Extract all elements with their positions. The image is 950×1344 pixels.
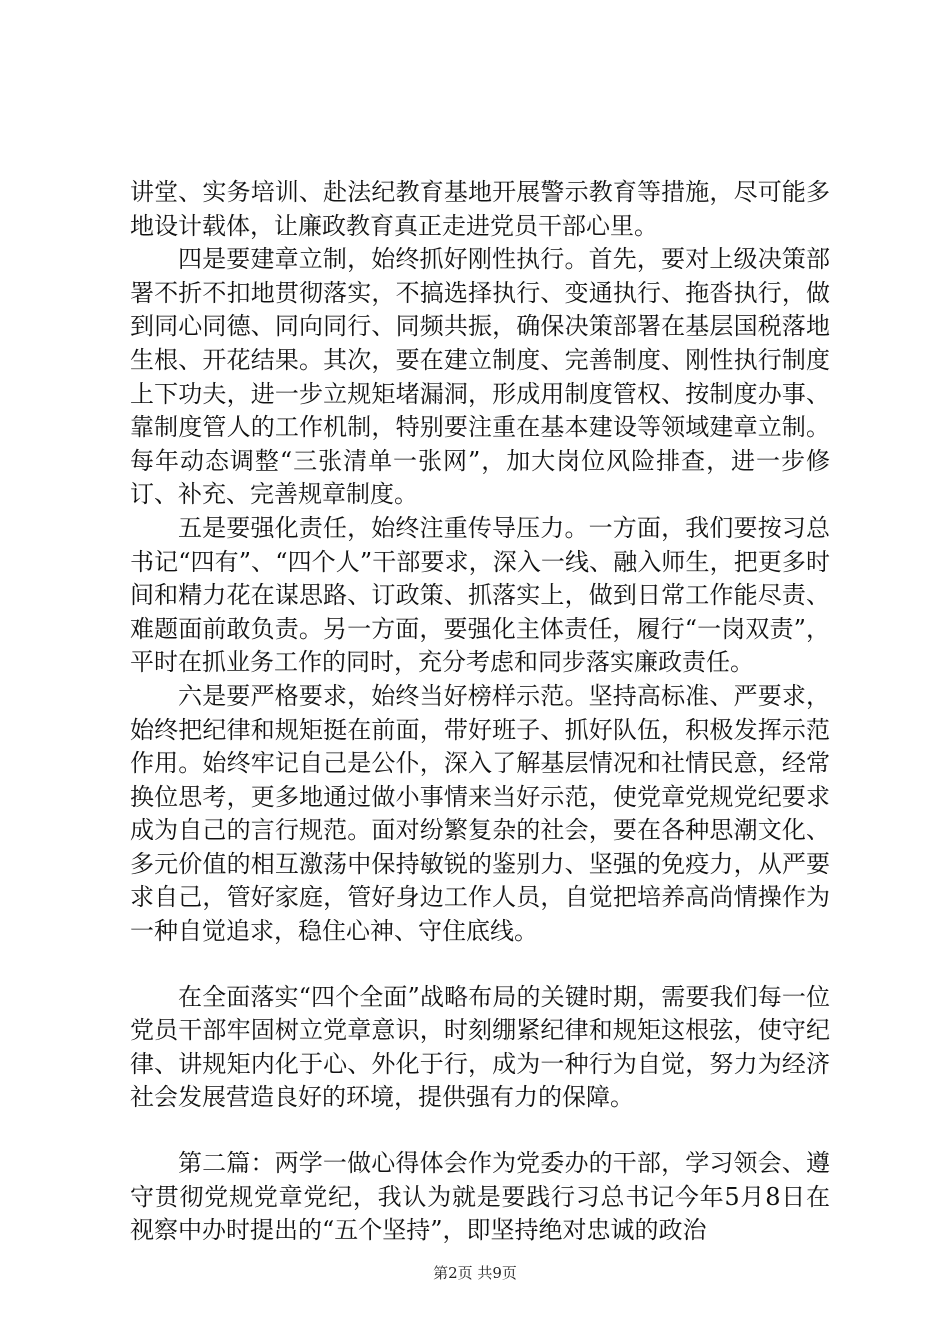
document-body xyxy=(130,176,830,1248)
paragraph-six: 六是要严格要求，始终当好榜样示范。坚持高标准、严要求，始终把纪律和规矩挺在前面，带好班子、抓好队伍，积极发挥示范作用。始终牢记自己是公仆，深入了解基层情况和社情民意，经常换位思考，更多地通过做小事情来当好示范，使党章党规党纪要求成为自己的言行规范。面对纷繁复杂的社会，要在各种思潮文化、多元价值的相互激荡中保持敏锐的鉴别力、坚强的免疫力，从严要求自己，管好家庭，管好身边工作人员，自觉把培养高尚情操作为一种自觉追求，稳住心神、守住底线。 xyxy=(130,681,830,946)
paragraph-conclusion: 在全面落实“四个全面”战略布局的关键时期，需要我们每一位党员干部牢固树立党章意识，时刻绷紧纪律和规矩这根弦，使守纪律、讲规矩内化于心、外化于行，成为一种行为自觉，努力为经济社会发展营造良好的环境，提供强有力的保障。 xyxy=(130,982,830,1112)
paragraph-four: 四是要建章立制，始终抓好刚性执行。首先，要对上级决策部署不折不扣地贯彻落实，不搞选择执行、变通执行、拖沓执行，做到同心同德、同向同行、同频共振，确保决策部署在基层国税落地生根、开花结果。其次，要在建立制度、完善制度、刚性执行制度上下功夫，进一步立规矩堵漏洞，形成用制度管权、按制度办事、靠制度管人的工作机制，特别要注重在基本建设等领域建章立制。每年动态调整“三张清单一张网”，加大岗位风险排查，进一步修订、补充、完善规章制度。 xyxy=(130,245,830,509)
paragraph-second-article: 第二篇：两学一做心得体会作为党委办的干部，学习领会、遵守贯彻党规党章党纪，我认为就是要践行习总书记今年5月8日在视察中办时提出的“五个坚持”，即坚持绝对忠诚的政治 xyxy=(130,1149,830,1245)
paragraph-five: 五是要强化责任，始终注重传导压力。一方面，我们要按习总书记“四有”、“四个人”干部要求，深入一线、融入师生，把更多时间和精力花在谋思路、订政策、抓落实上，做到日常工作能尽责、难题面前敢负责。另一方面，要强化主体责任，履行“一岗双责”，平时在抓业务工作的同时，充分考虑和同步落实廉政责任。 xyxy=(130,513,830,677)
paragraph-continued: 讲堂、实务培训、赴法纪教育基地开展警示教育等措施，尽可能多地设计载体，让廉政教育真正走进党员干部心里。 xyxy=(130,178,830,240)
page-footer: 第2页 共9页 xyxy=(433,1264,517,1282)
